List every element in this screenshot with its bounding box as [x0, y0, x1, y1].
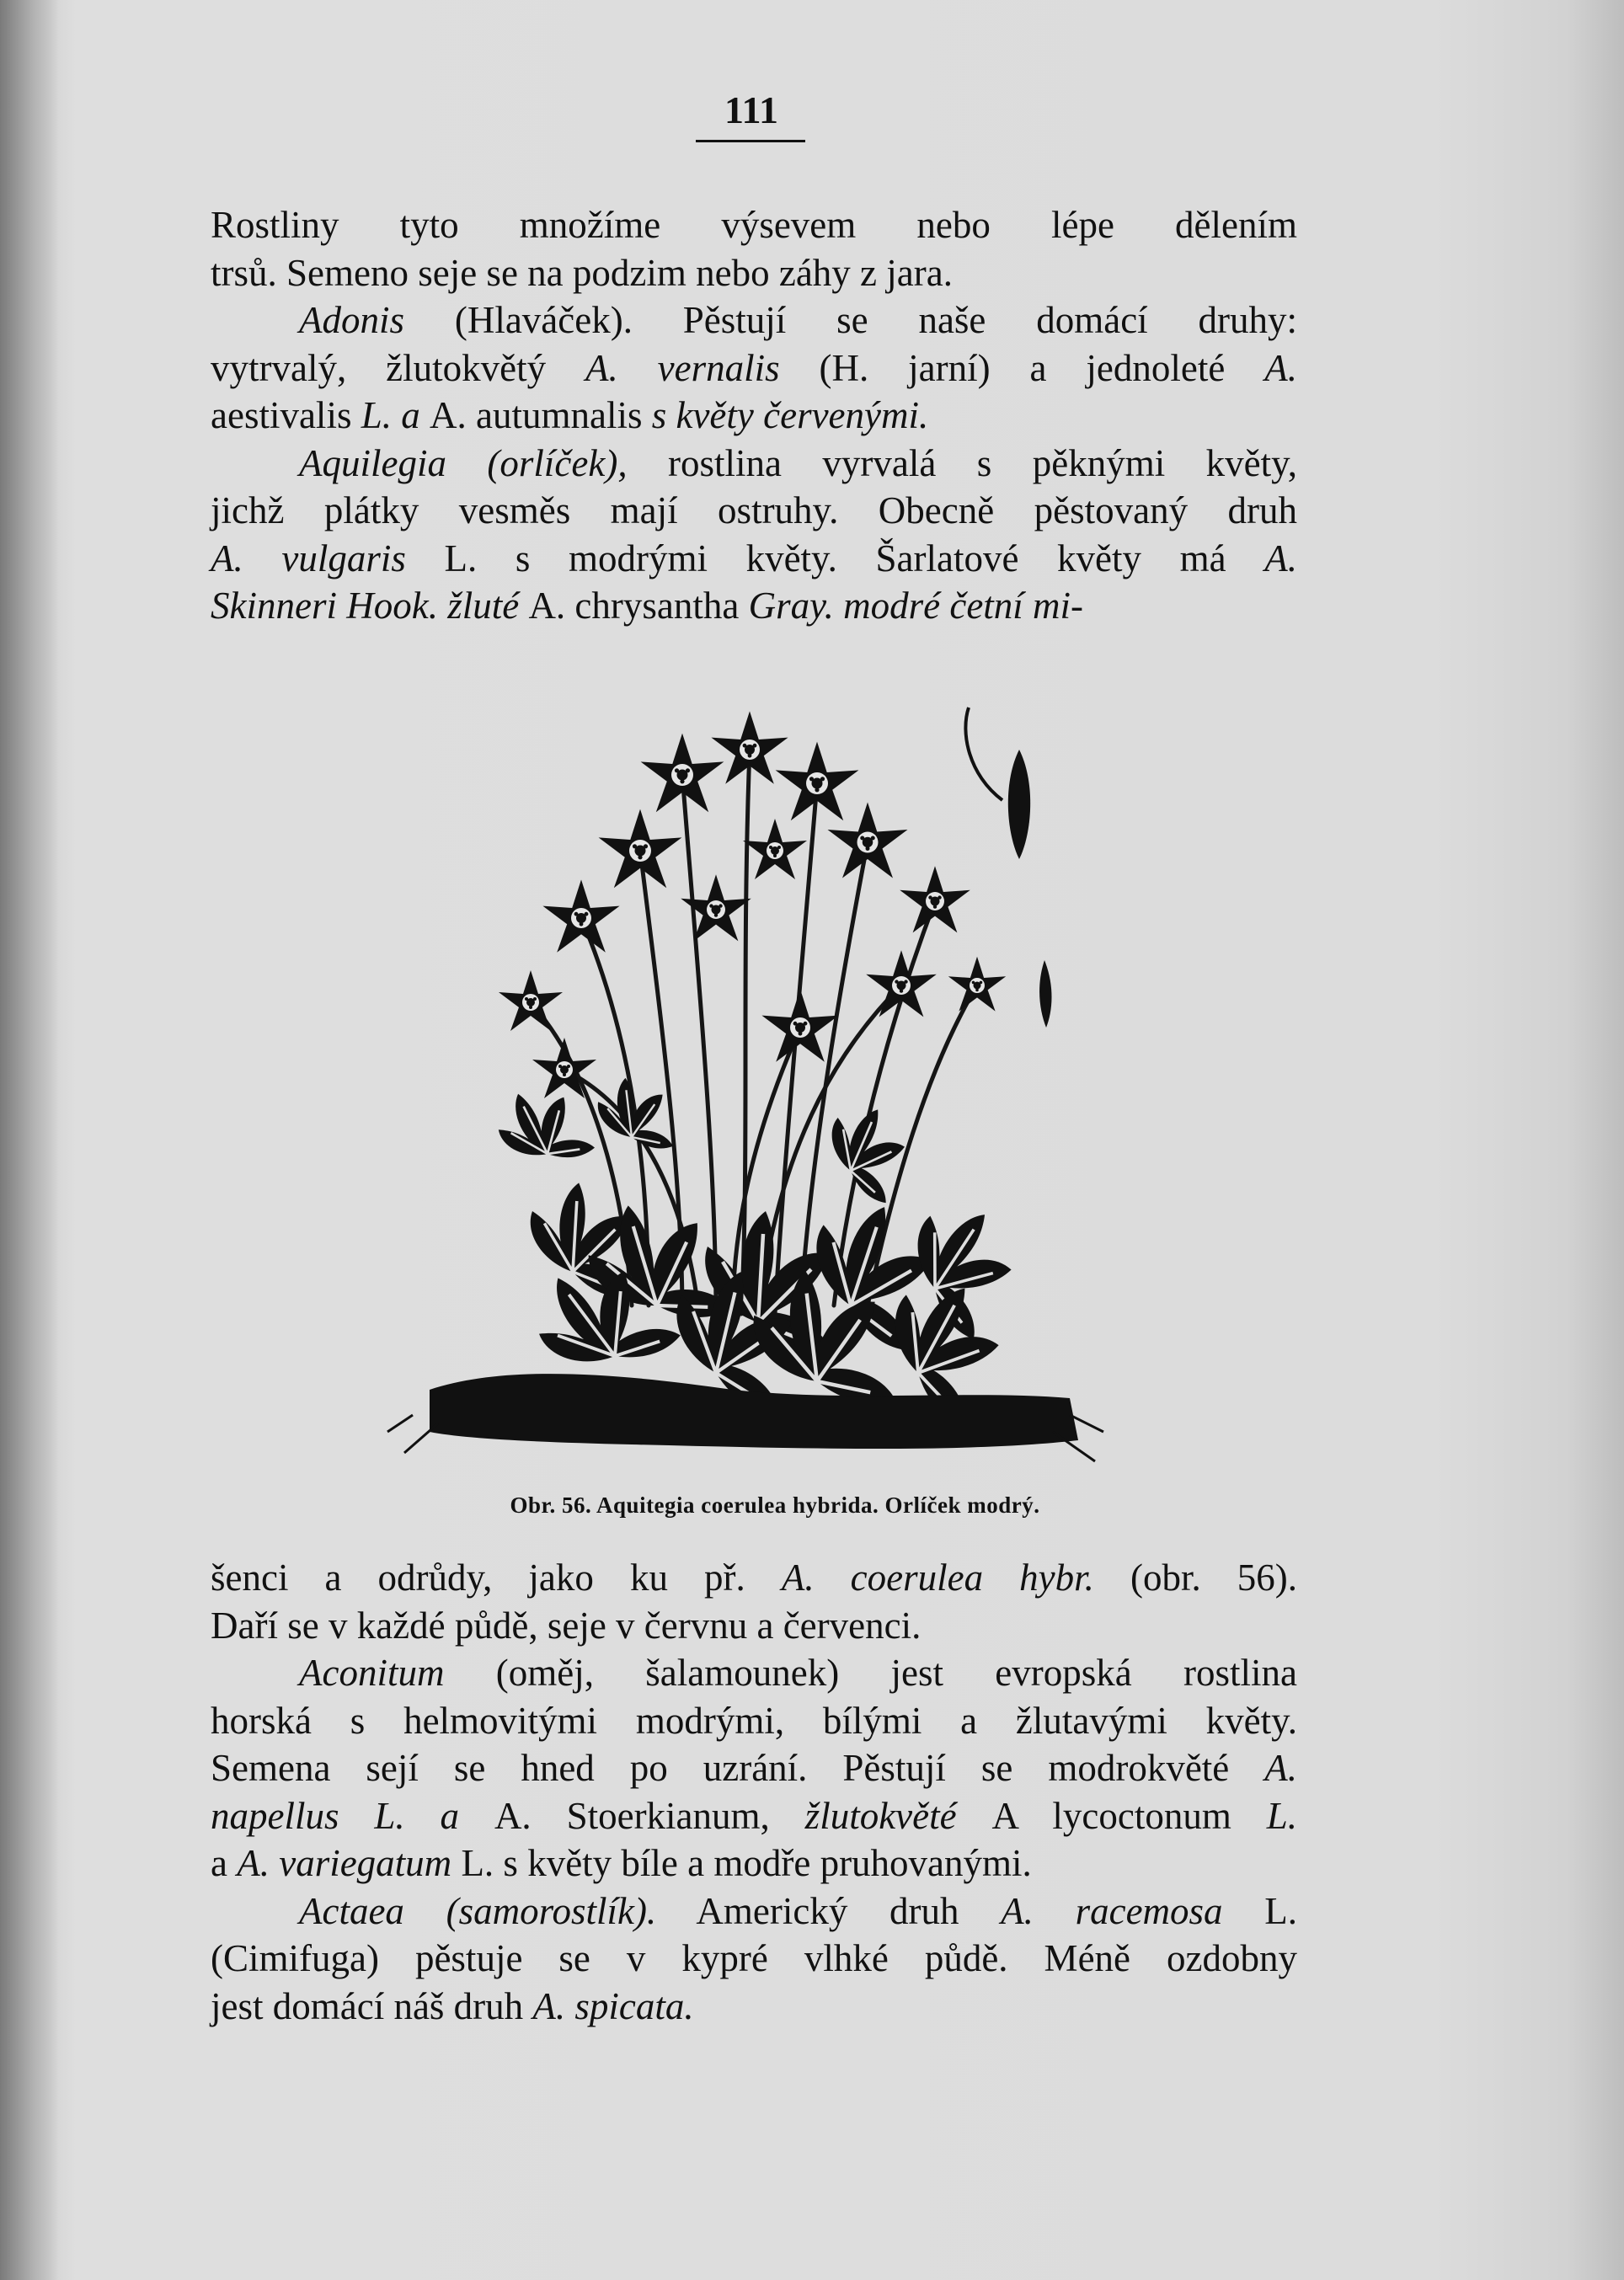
text-span: jichž plátky vesměs mají ostruhy. Obecně pěstovaný druh — [211, 489, 1297, 531]
aquilegia-illustration — [379, 632, 1129, 1466]
text-line — [211, 344, 1297, 392]
paragraph — [211, 1554, 1297, 1649]
italic-span: A. — [1264, 346, 1297, 389]
text-span: Daří se v každé půdě, seje v červnu a červenci. — [211, 1604, 922, 1647]
paragraph — [211, 296, 1297, 440]
text-span: (oměj, šalamounek) jest evropská rostlina — [444, 1652, 1297, 1694]
text-line — [211, 392, 1297, 440]
paragraph — [211, 1649, 1297, 1888]
text-span: A lycoctonum — [991, 1794, 1231, 1837]
page-number: 111 — [724, 88, 778, 131]
italic-span: A. racemosa — [1001, 1889, 1223, 1932]
italic-span: napellus — [211, 1794, 339, 1837]
text-span: L. — [1222, 1889, 1297, 1932]
text-line — [211, 201, 1297, 249]
text-span: šenci a odrůdy, jako ku př. — [211, 1556, 782, 1599]
italic-span: Aquilegia (orlíček), — [299, 441, 628, 484]
text-span: (obr. 56). — [1093, 1556, 1297, 1599]
italic-span: Gray. modré četní mi- — [739, 585, 1084, 627]
page-gutter-shadow — [0, 0, 59, 2280]
text-line — [211, 1697, 1297, 1745]
italic-span: L. a — [339, 1794, 494, 1837]
text-line — [211, 1649, 1297, 1697]
text-span: Americký druh — [656, 1889, 1002, 1932]
italic-span: A. coerulea hybr. — [781, 1556, 1094, 1599]
figure-caption: Obr. 56. Aquitegia coerulea hybrida. Orlíček modrý. — [510, 1492, 1040, 1518]
text-span: A. chrysantha — [528, 585, 740, 627]
text-line — [211, 487, 1297, 535]
text-line — [211, 1792, 1297, 1840]
italic-span: L. a — [351, 394, 430, 436]
text-span: trsů. Semeno seje se na podzim nebo záhy z jara. — [211, 251, 953, 294]
italic-span: Actaea (samorostlík). — [299, 1889, 657, 1932]
italic-span: Skinneri — [211, 585, 337, 627]
italic-span: žlutokvěté — [769, 1794, 992, 1837]
italic-span: A. spicata. — [532, 1984, 694, 2027]
text-line — [211, 535, 1297, 583]
italic-span: A. — [1264, 1747, 1297, 1789]
text-line — [211, 1983, 1297, 2031]
italic-span: Aconitum — [299, 1652, 445, 1694]
italic-span: Adonis — [299, 299, 405, 341]
text-span: (H. jarní) a jednoleté — [779, 346, 1265, 389]
flowers — [499, 707, 1052, 1098]
text-span: A. Stoerkianum, — [494, 1794, 770, 1837]
italic-span: A. vernalis — [585, 346, 780, 389]
italic-span: A. — [1264, 537, 1297, 579]
text-span: (Cimifuga) pěstuje se v kypré vlhké půdě. Méně ozdobny — [211, 1937, 1297, 1979]
text-line — [211, 1554, 1297, 1602]
text-span: (Hlaváček). Pěstují se naše domácí druhy: — [404, 299, 1297, 341]
italic-span: s květy červenými. — [642, 394, 929, 436]
foliage — [487, 1072, 1030, 1425]
text-line — [211, 296, 1297, 344]
text-span: jest domácí náš druh — [211, 1984, 533, 2027]
text-span: rostlina vyrvalá s pěknými květy, — [627, 441, 1297, 484]
text-block-top — [211, 201, 1297, 630]
text-span: horská s helmovitými modrými, bílými a žlutavými květy. — [211, 1699, 1297, 1742]
page-number-rule — [696, 140, 805, 142]
text-span: vytrvalý, žlutokvětý — [211, 346, 585, 389]
text-span: a — [211, 1842, 238, 1884]
italic-span: L. — [1231, 1794, 1298, 1837]
text-span: Semena sejí se hned po uzrání. Pěstují se modrokvěté — [211, 1747, 1265, 1789]
italic-span: Hook. žluté — [336, 585, 529, 627]
text-span: A. autumnalis — [430, 394, 643, 436]
text-line — [211, 1602, 1297, 1650]
text-span: aestivalis — [211, 394, 352, 436]
text-block-bottom — [211, 1554, 1297, 2030]
paragraph — [211, 1888, 1297, 2031]
text-span: Rostliny tyto množíme výsevem nebo lépe dělením — [211, 204, 1297, 246]
text-line — [211, 249, 1297, 297]
italic-span: A. vulgaris — [211, 537, 406, 579]
text-span: L. s modrými květy. Šarlatové květy má — [405, 537, 1265, 579]
text-line — [211, 1839, 1297, 1888]
text-line — [211, 1888, 1297, 1936]
text-line — [211, 1935, 1297, 1983]
text-line — [211, 1744, 1297, 1792]
italic-span: A. variegatum — [237, 1842, 452, 1884]
text-span: L. s květy bíle a modře pruhovanými. — [451, 1842, 1032, 1884]
paragraph — [211, 201, 1297, 296]
text-line — [211, 440, 1297, 488]
paragraph — [211, 440, 1297, 630]
text-line — [211, 582, 1297, 630]
